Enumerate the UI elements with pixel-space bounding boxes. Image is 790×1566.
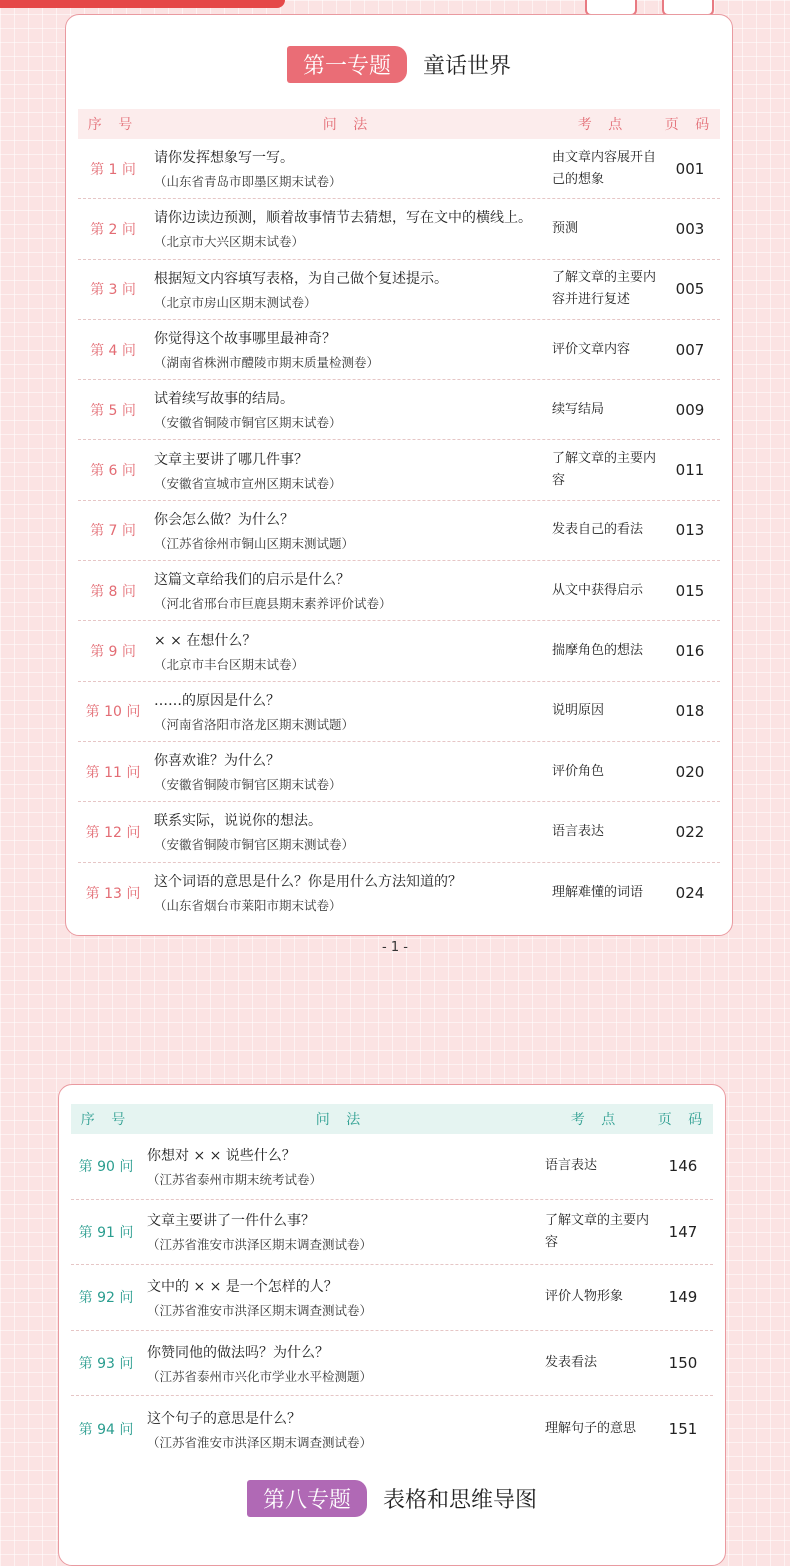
question-number: 第 6 问 xyxy=(90,463,136,480)
page-ref[interactable]: 015 xyxy=(675,581,705,600)
question-text: 文章主要讲了一件什么事？ xyxy=(147,1213,315,1230)
table-row[interactable] xyxy=(78,802,720,862)
question-source: （北京市丰台区期末试卷） xyxy=(154,656,305,672)
question-text: 试着续写故事的结局。 xyxy=(154,391,294,408)
table-row[interactable] xyxy=(78,320,720,380)
question-text: 请你发挥想象写一写。 xyxy=(154,150,294,167)
question-text: 你觉得这个故事哪里最神奇？ xyxy=(154,331,336,348)
question-number: 第 94 问 xyxy=(78,1422,134,1439)
header-page: 页 码 xyxy=(657,1112,709,1128)
page-ref[interactable]: 001 xyxy=(675,159,705,178)
page-ref[interactable]: 018 xyxy=(675,702,705,721)
question-cell xyxy=(148,690,548,733)
top-red-bar xyxy=(0,0,285,8)
exam-point: 理解句子的意思 xyxy=(545,1421,637,1437)
exam-point: 预测 xyxy=(552,220,579,236)
contents-card-section-2 xyxy=(58,1084,726,1566)
question-text: 这篇文章给我们的启示是什么？ xyxy=(154,572,350,589)
exam-point: 理解难懂的词语 xyxy=(552,884,644,900)
table-row[interactable] xyxy=(71,1134,713,1200)
question-cell xyxy=(148,810,548,853)
question-number: 第 9 问 xyxy=(90,644,136,661)
question-cell xyxy=(141,1342,541,1385)
page-ref[interactable]: 013 xyxy=(675,521,705,540)
question-number: 第 12 问 xyxy=(85,824,141,841)
page-ref[interactable]: 150 xyxy=(668,1354,698,1373)
question-source: （江苏省泰州市兴化市学业水平检测题） xyxy=(147,1368,373,1384)
header-question: 问 法 xyxy=(315,1112,367,1128)
question-number: 第 5 问 xyxy=(90,402,136,419)
page-ref[interactable]: 016 xyxy=(675,642,705,661)
table-row[interactable] xyxy=(78,742,720,802)
question-text: ……的原因是什么？ xyxy=(154,692,280,709)
question-source: （河北省邢台市巨鹿县期末素养评价试卷） xyxy=(154,596,392,612)
contents-card-section-1 xyxy=(65,14,733,936)
question-source: （江苏省泰州市期末统考试卷） xyxy=(147,1171,323,1187)
question-source: （安徽省铜陵市铜官区期末试卷） xyxy=(154,777,342,793)
question-number: 第 8 问 xyxy=(90,583,136,600)
question-text: 联系实际，说说你的想法。 xyxy=(154,813,322,830)
question-number: 第 92 问 xyxy=(78,1290,134,1307)
table-row[interactable] xyxy=(78,139,720,199)
page-ref[interactable]: 022 xyxy=(675,822,705,841)
section-title-row xyxy=(66,46,732,83)
page-ref[interactable]: 146 xyxy=(668,1157,698,1176)
table-row[interactable] xyxy=(78,863,720,923)
question-cell xyxy=(141,1276,541,1319)
question-source: （江苏省徐州市铜山区期末测试题） xyxy=(154,535,355,551)
question-source: （山东省烟台市莱阳市期末试卷） xyxy=(154,898,342,914)
exam-point: 发表看法 xyxy=(545,1355,598,1371)
question-number: 第 11 问 xyxy=(85,764,141,781)
page-ref[interactable]: 147 xyxy=(668,1222,698,1241)
question-number: 第 1 问 xyxy=(90,161,136,178)
header-number: 序 号 xyxy=(80,1112,132,1128)
table-row[interactable] xyxy=(78,501,720,561)
question-number: 第 3 问 xyxy=(90,282,136,299)
table-row[interactable] xyxy=(78,199,720,259)
question-cell xyxy=(148,509,548,552)
section-title-row xyxy=(59,1480,725,1517)
header-page: 页 码 xyxy=(664,117,716,133)
question-source: （北京市房山区期末测试卷） xyxy=(154,294,317,310)
exam-point: 了解文章的主要内容 xyxy=(552,451,657,489)
question-cell xyxy=(141,1408,541,1451)
header-question: 问 法 xyxy=(322,117,374,133)
question-number: 第 7 问 xyxy=(90,523,136,540)
header-number: 序 号 xyxy=(87,117,139,133)
question-text: 你喜欢谁？为什么？ xyxy=(154,753,280,770)
page-ref[interactable]: 011 xyxy=(675,461,705,480)
question-cell xyxy=(141,1145,541,1188)
question-source: （安徽省铜陵市铜官区期末试卷） xyxy=(154,415,342,431)
question-cell xyxy=(148,871,548,914)
question-number: 第 13 问 xyxy=(85,885,141,902)
section-pill: 第一专题 xyxy=(287,46,407,83)
question-text: × × 在想什么？ xyxy=(154,632,257,649)
exam-point: 了解文章的主要内容 xyxy=(545,1212,650,1250)
question-text: 文章主要讲了哪几件事？ xyxy=(154,451,308,468)
exam-point: 说明原因 xyxy=(552,703,605,719)
question-text: 请你边读边预测，顺着故事情节去猜想，写在文中的横线上。 xyxy=(154,210,532,227)
question-source: （湖南省株洲市醴陵市期末质量检测卷） xyxy=(154,355,380,371)
exam-point: 评价文章内容 xyxy=(552,341,631,357)
exam-point: 发表自己的看法 xyxy=(552,522,644,538)
question-source: （安徽省铜陵市铜官区期末测试卷） xyxy=(154,837,355,853)
question-text: 这个词语的意思是什么？你是用什么方法知道的？ xyxy=(154,874,462,891)
question-number: 第 91 问 xyxy=(78,1224,134,1241)
question-cell xyxy=(141,1210,541,1253)
question-number: 第 2 问 xyxy=(90,221,136,238)
table-row[interactable] xyxy=(71,1331,713,1397)
question-cell xyxy=(148,328,548,371)
question-source: （北京市大兴区期末试卷） xyxy=(154,234,305,250)
question-cell xyxy=(148,388,548,431)
table-row[interactable] xyxy=(78,380,720,440)
section-title: 表格和思维导图 xyxy=(383,1488,538,1513)
question-text: 这个句子的意思是什么？ xyxy=(147,1410,301,1427)
question-source: （江苏省淮安市洪泽区期末调查测试卷） xyxy=(147,1434,373,1450)
table-row[interactable] xyxy=(78,260,720,320)
question-cell xyxy=(148,449,548,492)
question-cell xyxy=(148,750,548,793)
page-ref[interactable]: 024 xyxy=(675,883,705,902)
question-number: 第 4 问 xyxy=(90,342,136,359)
question-text: 你想对 × × 说些什么？ xyxy=(147,1147,296,1164)
table-header xyxy=(71,1104,713,1134)
exam-point: 揣摩角色的想法 xyxy=(552,643,644,659)
question-text: 你赞同他的做法吗？为什么？ xyxy=(147,1344,329,1361)
exam-point: 续写结局 xyxy=(552,401,605,417)
table-row[interactable] xyxy=(78,621,720,681)
exam-point: 评价人物形象 xyxy=(545,1289,624,1305)
question-source: （江苏省淮安市洪泽区期末调查测试卷） xyxy=(147,1302,373,1318)
page-ref[interactable]: 151 xyxy=(668,1420,698,1439)
question-text: 你会怎么做？为什么？ xyxy=(154,511,294,528)
exam-point: 从文中获得启示 xyxy=(552,582,644,598)
section-title: 童话世界 xyxy=(423,54,512,79)
table-row[interactable] xyxy=(78,682,720,742)
exam-point: 评价角色 xyxy=(552,763,605,779)
exam-point: 了解文章的主要内容并进行复述 xyxy=(552,270,657,308)
table-row[interactable] xyxy=(71,1396,713,1462)
question-cell xyxy=(148,630,548,673)
page-number: - 1 - xyxy=(382,940,408,955)
header-point: 考 点 xyxy=(570,1112,622,1128)
exam-point: 语言表达 xyxy=(545,1158,598,1174)
question-source: （山东省青岛市即墨区期末试卷） xyxy=(154,174,342,190)
question-source: （河南省洛阳市洛龙区期末测试题） xyxy=(154,716,355,732)
page-ref[interactable]: 020 xyxy=(675,762,705,781)
table-row[interactable] xyxy=(71,1200,713,1266)
question-number: 第 90 问 xyxy=(78,1159,134,1176)
page-ref[interactable]: 009 xyxy=(675,400,705,419)
table-rows xyxy=(78,139,720,923)
page-ref[interactable]: 005 xyxy=(675,280,705,299)
page-ref[interactable]: 149 xyxy=(668,1288,698,1307)
exam-point: 由文章内容展开自己的想象 xyxy=(552,149,657,187)
section-pill: 第八专题 xyxy=(247,1480,367,1517)
table-row[interactable] xyxy=(78,440,720,500)
table-rows xyxy=(71,1134,713,1462)
question-cell xyxy=(148,268,548,311)
page-ref[interactable]: 003 xyxy=(675,219,705,238)
table-header xyxy=(78,109,720,139)
question-cell xyxy=(148,207,548,250)
question-number: 第 10 问 xyxy=(85,704,141,721)
question-text: 根据短文内容填写表格，为自己做个复述提示。 xyxy=(154,270,448,287)
question-cell xyxy=(148,147,548,190)
table-row[interactable] xyxy=(78,561,720,621)
page-ref[interactable]: 007 xyxy=(675,340,705,359)
question-source: （安徽省宣城市宣州区期末试卷） xyxy=(154,475,342,491)
question-text: 文中的 × × 是一个怎样的人？ xyxy=(147,1278,338,1295)
exam-point: 语言表达 xyxy=(552,823,605,839)
question-source: （江苏省淮安市洪泽区期末调查测试卷） xyxy=(147,1237,373,1253)
question-number: 第 93 问 xyxy=(78,1356,134,1373)
header-point: 考 点 xyxy=(577,117,629,133)
table-row[interactable] xyxy=(71,1265,713,1331)
question-cell xyxy=(148,569,548,612)
